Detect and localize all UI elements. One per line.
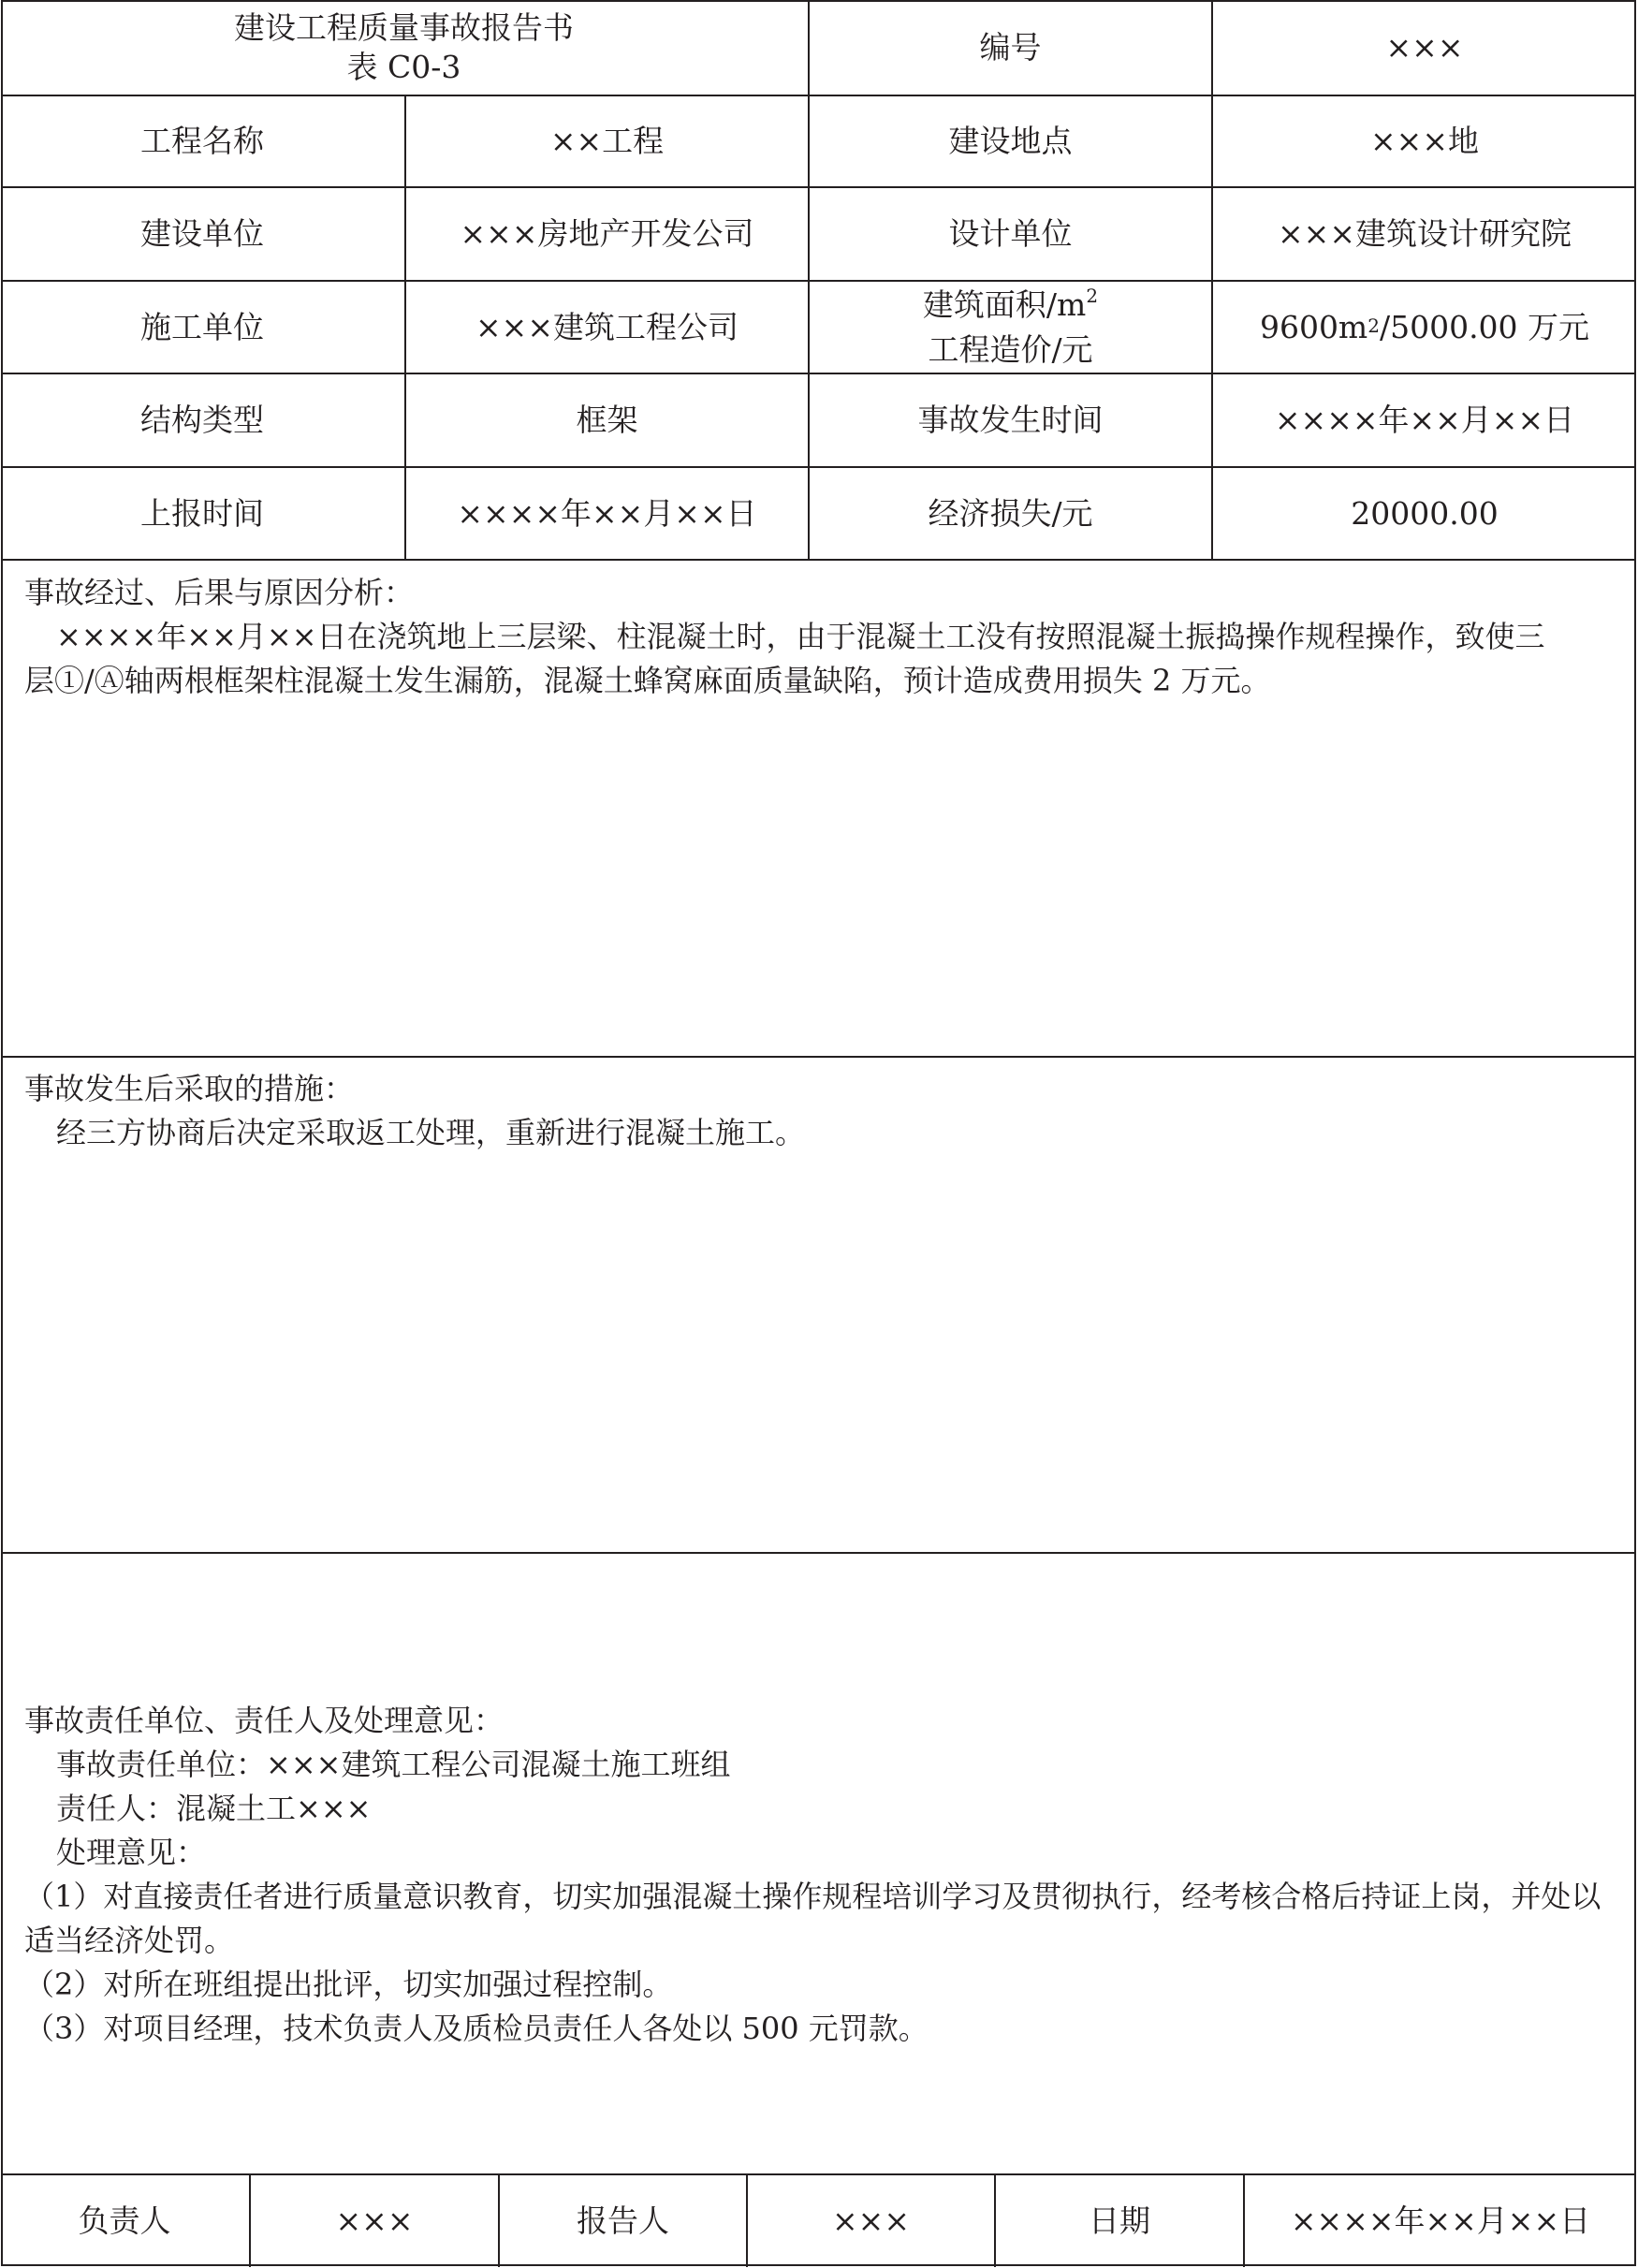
structure-type-value: 框架 <box>576 402 638 438</box>
responsibility-heading: 事故责任单位、责任人及处理意见： <box>24 1703 505 1738</box>
economic-loss-label: 经济损失/元 <box>928 494 1093 532</box>
structure-type-label: 结构类型 <box>140 402 264 438</box>
owner-unit-value: ×××房地产开发公司 <box>460 215 754 252</box>
opinion-item-3: （3）对项目经理，技术负责人及质检员责任人各处以 500 元罚款。 <box>24 2011 929 2046</box>
head-value: ××× <box>335 2202 414 2239</box>
analysis-text-line: ××××年××月××日在浇筑地上三层梁、柱混凝土时，由于混凝土工没有按照混凝土振捣操作规程操作，致使三 <box>56 619 1545 654</box>
area-label: 建筑面积$/m^2$ <box>922 284 1099 323</box>
contractor-value: ×××建筑工程公司 <box>475 308 739 345</box>
form-title: 建设工程质量事故报告书 <box>234 8 574 46</box>
accident-time-label: 事故发生时间 <box>917 402 1104 438</box>
analysis-text-line: 层①/Ⓐ轴两根框架柱混凝土发生漏筋，混凝土蜂窝麻面质量缺陷，预计造成费用损失 2 万元。 <box>24 663 1271 698</box>
project-name-label: 工程名称 <box>140 123 264 159</box>
date-label: 日期 <box>1089 2202 1150 2239</box>
site-location-label: 建设地点 <box>948 123 1073 159</box>
contractor-label: 施工单位 <box>140 308 264 345</box>
owner-unit-label: 建设单位 <box>140 215 264 252</box>
measures-heading: 事故发生后采取的措施： <box>24 1071 355 1106</box>
form-code: 表 C0-3 <box>346 48 461 85</box>
opinion-item-1-cont: 适当经济处罚。 <box>24 1923 235 1958</box>
analysis-heading: 事故经过、后果与原因分析： <box>24 575 415 610</box>
form-title-cell <box>0 0 808 95</box>
section-divider <box>1 1552 1636 1554</box>
report-time-label: 上报时间 <box>140 494 264 532</box>
head-label: 负责人 <box>78 2202 171 2239</box>
row-divider <box>1 559 1636 561</box>
opinion-item-1: （1）对直接责任者进行质量意识教育，切实加强混凝土操作规程培训学习及贯彻执行，经考核合格后持证上岗，并处以 <box>24 1879 1601 1914</box>
number-label: 编号 <box>979 28 1042 66</box>
measures-section <box>24 1067 1619 1155</box>
number-value: ××× <box>1385 28 1464 66</box>
area-cost-value: 9600m $^2$ /5000.00 万元 <box>1259 308 1590 345</box>
site-location-value: ×××地 <box>1370 123 1479 159</box>
design-unit-label: 设计单位 <box>948 215 1073 252</box>
opinion-item-2: （2）对所在班组提出批评，切实加强过程控制。 <box>24 1967 673 2002</box>
cost-label: 工程造价/元 <box>928 330 1093 368</box>
measures-text: 经三方协商后决定采取返工处理，重新进行混凝土施工。 <box>56 1115 806 1150</box>
project-name-value: ××工程 <box>549 123 665 159</box>
report-time-value: ××××年××月××日 <box>457 494 757 532</box>
responsible-person: 责任人：混凝土工××× <box>56 1791 372 1826</box>
economic-loss-value: 20000.00 <box>1351 494 1499 532</box>
area-cost-label <box>810 282 1211 373</box>
reporter-label: 报告人 <box>577 2202 669 2239</box>
responsible-unit: 事故责任单位：×××建筑工程公司混凝土施工班组 <box>56 1747 731 1782</box>
accident-time-value: ××××年××月××日 <box>1274 402 1575 438</box>
date-value: ××××年××月××日 <box>1290 2202 1591 2239</box>
responsibility-section <box>24 1699 1619 2051</box>
reporter-value: ××× <box>832 2202 910 2239</box>
analysis-section <box>24 571 1619 703</box>
section-divider <box>1 1056 1636 1058</box>
opinion-label: 处理意见： <box>56 1835 207 1870</box>
design-unit-value: ×××建筑设计研究院 <box>1278 215 1572 252</box>
